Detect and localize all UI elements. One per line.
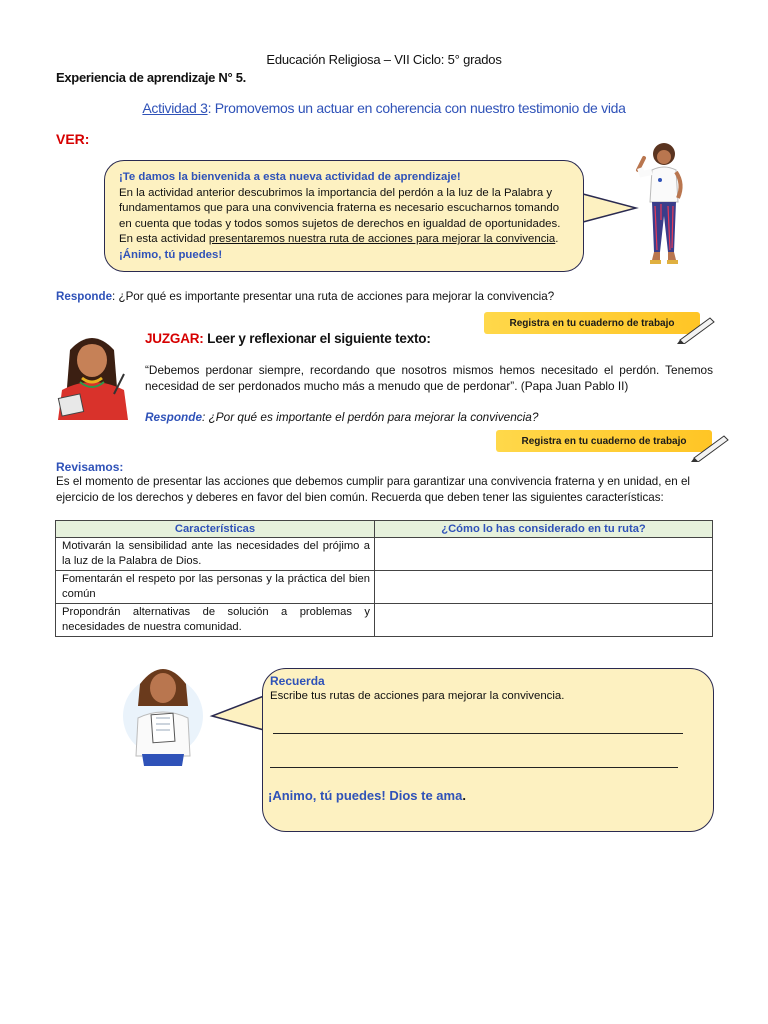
bubble-line-pre: En esta actividad: [119, 233, 209, 245]
responde-text: : ¿Por qué es importante presentar una ruta de acciones para mejorar la convivencia?: [112, 290, 555, 303]
juzgar-instruction: Leer y reflexionar el siguiente texto:: [203, 331, 431, 346]
pencil-icon: [676, 314, 716, 344]
bubble-line-post: .: [555, 233, 559, 245]
bubble-line: en cuenta que todas y todos somos sujetos de derechos en igualdad de oportunidades.: [119, 217, 561, 230]
table-cell-answer[interactable]: [375, 571, 713, 604]
table-cell-answer[interactable]: [375, 538, 713, 571]
bubble-line: En la actividad anterior descubrimos la importancia del perdón a la luz de la Palabra y: [119, 186, 553, 199]
reading-girl-illustration: [52, 330, 134, 420]
table-header: Características: [56, 521, 375, 538]
notebook-girl-illustration: [118, 656, 208, 766]
table-row: [56, 571, 713, 604]
responde-label: Responde: [145, 410, 203, 424]
pencil-icon: [690, 432, 730, 462]
bubble-line: [119, 232, 571, 248]
answer-line[interactable]: [273, 733, 683, 734]
bubble-tail-left: [208, 690, 268, 740]
cheer-text: ¡Animo, tú puedes! Dios te ama: [268, 788, 463, 803]
activity-label: Actividad 3: [142, 100, 208, 116]
table-cell: Fomentarán el respeto por las personas y la práctica del bien común: [56, 571, 375, 604]
experience-title: Experiencia de aprendizaje N° 5.: [56, 70, 246, 85]
pope-quote: “Debemos perdonar siempre, recordando que nosotros mismos hemos necesitado el perdón. Tenemos necesidad de ser perdonados mucho más a menudo que de perdonar”. (Papa Juan Pablo II): [145, 363, 713, 393]
answer-line[interactable]: [270, 767, 678, 768]
table-header: ¿Cómo lo has considerado en tu ruta?: [375, 521, 713, 538]
bubble-line-underlined: presentaremos nuestra ruta de acciones para mejorar la convivencia: [208, 233, 556, 245]
notebook-tag: Registra en tu cuaderno de trabajo: [484, 312, 700, 334]
table-row: [56, 604, 713, 637]
responde-text: : ¿Por qué es importante el perdón para mejorar la convivencia?: [202, 410, 539, 424]
juzgar-label: JUZGAR:: [145, 331, 204, 346]
activity-title: [0, 100, 768, 116]
ver-heading: VER:: [56, 131, 90, 147]
welcome-heading: ¡Te damos la bienvenida a esta nueva actividad de aprendizaje!: [119, 171, 461, 183]
table-cell: Motivarán la sensibilidad ante las necesidades del prójimo a la luz de la Palabra de Dios.: [56, 538, 375, 571]
table-header-row: [56, 521, 713, 538]
recuerda-text: Escribe tus rutas de acciones para mejorar la convivencia.: [270, 690, 565, 702]
revisamos-text: Es el momento de presentar las acciones que debemos cumplir para garantizar una convivencia fraterna y en unidad, en el ejercicio de los derechos y deberes en favor del bien común. Recuerda que deben tener las siguientes características:: [56, 475, 690, 504]
table-cell-answer[interactable]: [375, 604, 713, 637]
revisamos-heading: Revisamos:: [56, 460, 124, 474]
table-cell: Propondrán alternativas de solución a problemas y necesidades de nuestra comunidad.: [56, 604, 375, 637]
table-row: [56, 538, 713, 571]
recuerda-heading: Recuerda: [270, 674, 325, 688]
bubble-cheer: ¡Ánimo, tú puedes!: [119, 248, 223, 261]
welcome-bubble: [104, 160, 584, 272]
responde-label: Responde: [56, 290, 113, 303]
subject-title: Educación Religiosa – VII Ciclo: 5° grados: [266, 52, 502, 67]
bubble-line: fundamentamos que para una convivencia fraterna es necesario escucharnos tomando: [119, 202, 560, 214]
recuerda-cheer: [268, 788, 466, 803]
cheer-dot: .: [462, 788, 466, 803]
juzgar-heading: [145, 331, 431, 346]
student-illustration: [630, 140, 690, 270]
responde-question-1: [56, 290, 554, 303]
responde-question-2: [145, 410, 538, 424]
notebook-tag: Registra en tu cuaderno de trabajo: [496, 430, 712, 452]
characteristics-table: [55, 520, 713, 637]
activity-title-text: : Promovemos un actuar en coherencia con nuestro testimonio de vida: [207, 100, 626, 116]
